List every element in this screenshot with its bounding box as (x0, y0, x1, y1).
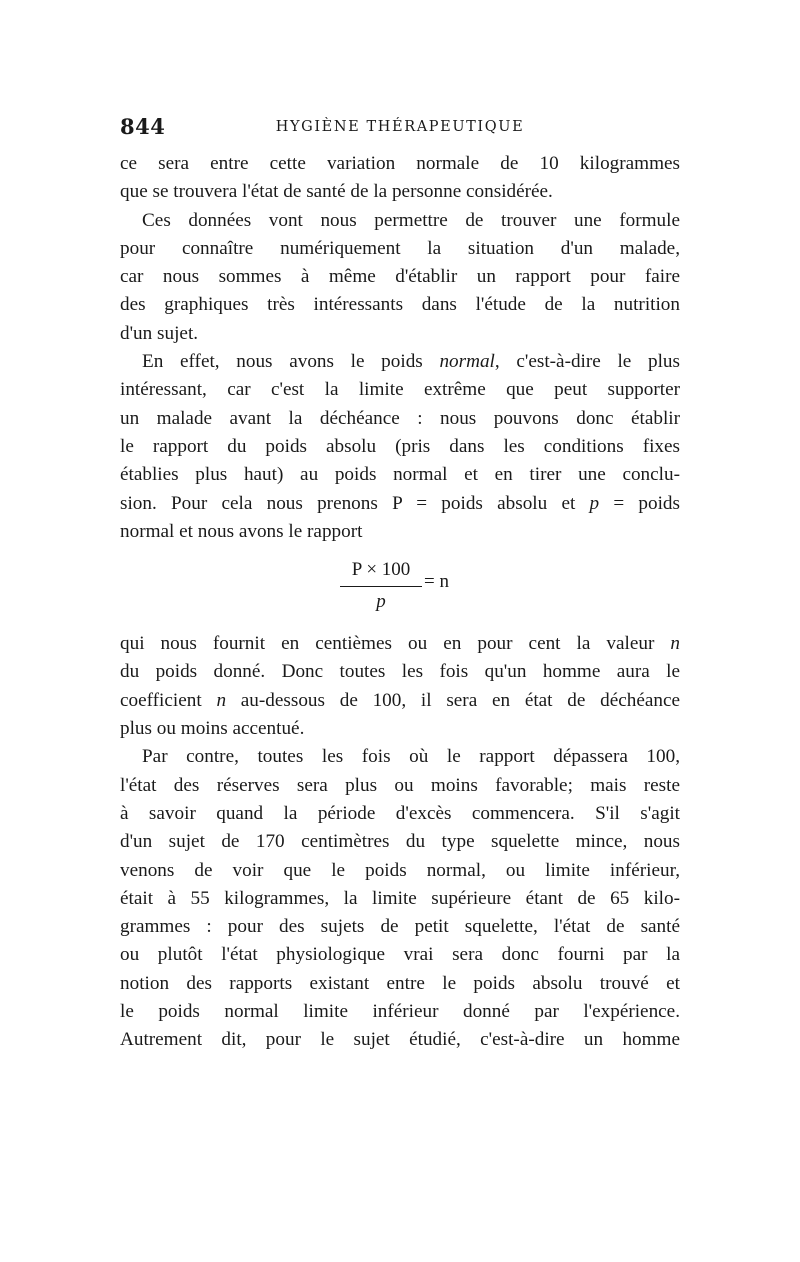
emphasis: n (670, 633, 680, 655)
text-line: Autrement dit, pour le sujet étudié, c'est-à-dire un homme (120, 1029, 680, 1051)
formula-denominator: p (376, 591, 386, 613)
text-line: que se trouvera l'état de santé de la personne considérée. (120, 181, 553, 203)
formula (120, 546, 680, 630)
text-line: En effet, nous avons le poids normal, c'est-à-dire le plus (142, 351, 680, 373)
page-body (120, 150, 680, 1055)
text-line: grammes : pour des sujets de petit squelette, l'état de santé (120, 916, 680, 938)
text-line: établies plus haut) au poids normal et en tirer une conclu- (120, 464, 680, 486)
text-line: notion des rapports existant entre le poids absolu trouvé et (120, 972, 680, 994)
formula-numerator: P × 100 (340, 556, 422, 587)
text-line: le poids normal limite inférieur donné par l'expérience. (120, 1001, 680, 1023)
emphasis: normal (439, 351, 495, 373)
formula-result: = n (424, 571, 449, 593)
text-line: car nous sommes à même d'établir un rapport pour faire (120, 266, 680, 288)
paragraph (120, 630, 680, 743)
text-line: ce sera entre cette variation normale de 10 kilogrammes (120, 153, 680, 174)
text-line: Par contre, toutes les fois où le rapport dépassera 100, (142, 746, 680, 768)
paragraph (120, 348, 680, 546)
text-line: d'un sujet de 170 centimètres du type squelette mince, nous (120, 831, 680, 853)
text-line: intéressant, car c'est la limite extrême que peut supporter (120, 379, 680, 401)
emphasis: p (589, 492, 600, 514)
text-line: coefficient n au-dessous de 100, il sera en état de déchéance (120, 689, 680, 711)
paragraph (120, 150, 680, 207)
text-line: ou plutôt l'état physiologique vrai sera donc fourni par la (120, 944, 680, 966)
text-line: un malade avant la déchéance : nous pouvons donc établir (120, 407, 680, 429)
text-line: Ces données vont nous permettre de trouver une formule (142, 209, 680, 231)
text-line: d'un sujet. (120, 322, 199, 344)
paragraph (120, 743, 680, 1054)
text-line: des graphiques très intéressants dans l'étude de la nutrition (120, 294, 680, 316)
text-line: du poids donné. Donc toutes les fois qu'un homme aura le (120, 661, 680, 683)
fraction (340, 556, 422, 617)
running-title: HYGIÈNE THÉRAPEUTIQUE (275, 119, 525, 135)
text-line: le rapport du poids absolu (pris dans les conditions fixes (120, 435, 680, 457)
text-line: à savoir quand la période d'excès commencera. S'il s'agit (120, 802, 680, 824)
text-line: qui nous fournit en centièmes ou en pour cent la valeur n (120, 633, 680, 655)
emphasis: n (216, 689, 227, 711)
text-line: pour connaître numériquement la situation d'un malade, (120, 237, 680, 259)
page-number: 844 (120, 114, 166, 139)
text-line: plus ou moins accentué. (120, 718, 305, 740)
paragraph (120, 207, 680, 348)
page-header (120, 114, 680, 142)
text-line: normal et nous avons le rapport (120, 520, 363, 542)
text-line: venons de voir que le poids normal, ou limite inférieur, (120, 859, 680, 881)
text-line: l'état des réserves sera plus ou moins favorable; mais reste (120, 774, 680, 796)
text-line: sion. Pour cela nous prenons P = poids absolu et p = poids (120, 492, 680, 514)
text-line: était à 55 kilogrammes, la limite supérieure étant de 65 kilo- (120, 887, 680, 909)
